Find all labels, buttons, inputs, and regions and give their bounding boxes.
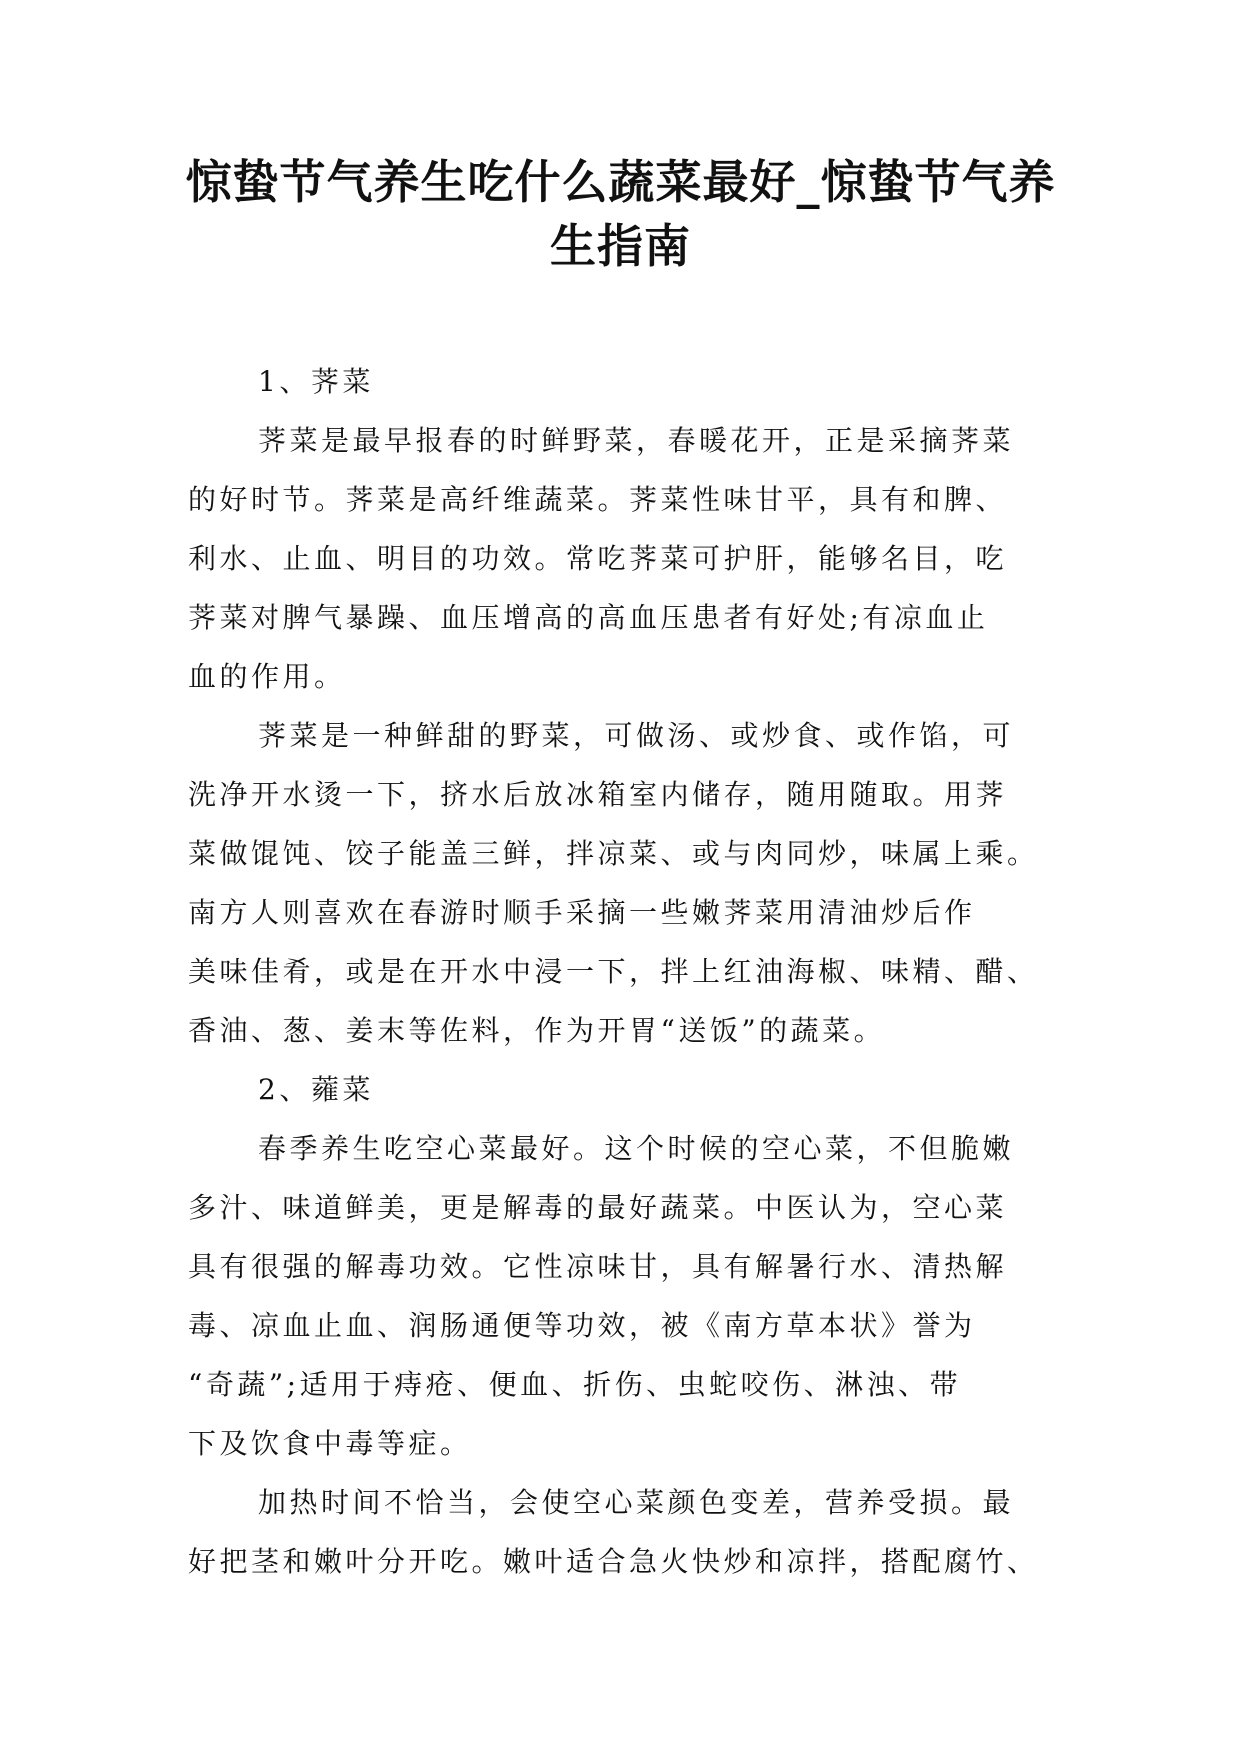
paragraph-line: 毒、凉血止血、润肠通便等功效，被《南方草本状》誉为 [188,1309,976,1342]
title-line-2: 生指南 [550,219,691,273]
paragraph-line: 荠菜对脾气暴躁、血压增高的高血压患者有好处;有凉血止 [188,601,989,634]
paragraph-line: 好把茎和嫩叶分开吃。嫩叶适合急火快炒和凉拌，搭配腐竹、 [188,1545,1039,1578]
paragraph-line: 加热时间不恰当，会使空心菜颜色变差，营养受损。最 [258,1486,1015,1519]
paragraph-line: 多汁、味道鲜美，更是解毒的最好蔬菜。中医认为，空心菜 [188,1191,1008,1224]
paragraph-line: “奇蔬”;适用于痔疮、便血、折伤、虫蛇咬伤、淋浊、带 [188,1368,962,1401]
paragraph-line: 洗净开水烫一下，挤水后放冰箱室内储存，随用随取。用荠 [188,778,1008,811]
document-body [188,352,1058,1591]
section-heading: 1、荠菜 [258,365,374,398]
paragraph-line: 利水、止血、明目的功效。常吃荠菜可护肝，能够名目，吃 [188,542,1008,575]
paragraph-line: 荠菜是最早报春的时鲜野菜，春暖花开，正是采摘荠菜 [258,424,1015,457]
section-heading: 2、蕹菜 [258,1073,374,1106]
paragraph-line: 下及饮食中毒等症。 [188,1427,472,1460]
paragraph-line: 血的作用。 [188,660,346,693]
paragraph-line: 香油、葱、姜末等佐料，作为开胃“送饭”的蔬菜。 [188,1014,886,1047]
paragraph-line: 春季养生吃空心菜最好。这个时候的空心菜，不但脆嫩 [258,1132,1015,1165]
paragraph-line: 美味佳肴，或是在开水中浸一下，拌上红油海椒、味精、醋、 [188,955,1039,988]
paragraph-line: 南方人则喜欢在春游时顺手采摘一些嫩荠菜用清油炒后作 [188,896,976,929]
page-title [150,150,1091,278]
title-line-1: 惊蛰节气养生吃什么蔬菜最好_惊蛰节气养 [185,155,1056,209]
paragraph-line: 荠菜是一种鲜甜的野菜，可做汤、或炒食、或作馅，可 [258,719,1015,752]
paragraph-line: 具有很强的解毒功效。它性凉味甘，具有解暑行水、清热解 [188,1250,1008,1283]
paragraph-line: 的好时节。荠菜是高纤维蔬菜。荠菜性味甘平，具有和脾、 [188,483,1008,516]
paragraph-line: 菜做馄饨、饺子能盖三鲜，拌凉菜、或与肉同炒，味属上乘。 [188,837,1039,870]
